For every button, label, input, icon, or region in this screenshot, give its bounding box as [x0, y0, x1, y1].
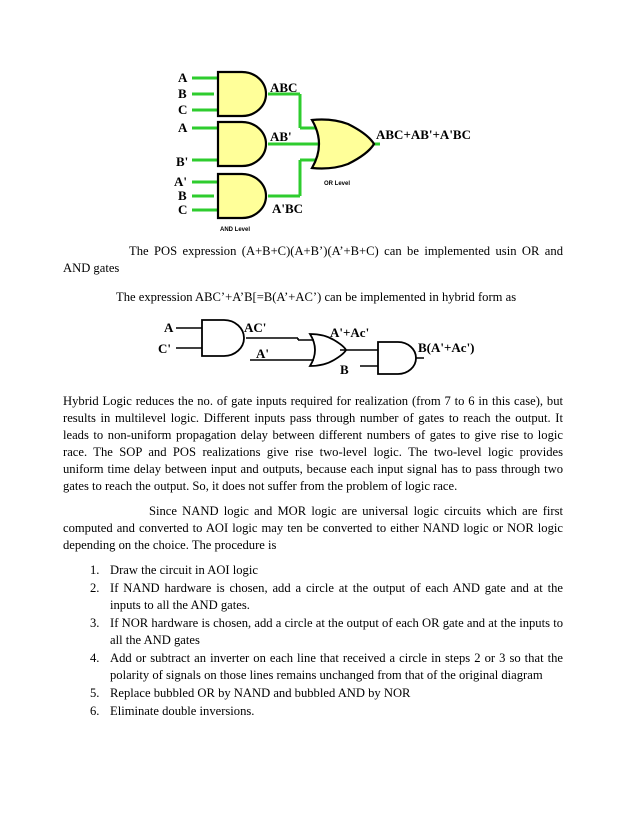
and-or-circuit-diagram [164, 68, 504, 236]
input-label-c: C [178, 102, 188, 117]
pos-paragraph [63, 243, 563, 277]
hybrid-input-c-not: C' [158, 341, 171, 356]
and-output-label-1: ABC [270, 80, 298, 95]
or-gate [312, 120, 374, 169]
hybrid-label-final-out: B(A'+Ac') [418, 340, 475, 355]
input-label-b-2: B [178, 188, 187, 203]
input-label-a-not: A' [174, 174, 187, 189]
step-number: 3. [90, 616, 100, 630]
step-number: 2. [90, 581, 100, 595]
step-text: If NOR hardware is chosen, add a circle at the output of each OR gate and at the inputs to all the AND gates [110, 616, 563, 647]
step-text: Replace bubbled OR by NAND and bubbled AND by NOR [110, 686, 411, 700]
hybrid-label-or-out: A'+Ac' [330, 325, 370, 340]
hybrid-logic-paragraph: Hybrid Logic reduces the no. of gate inputs required for realization (from 7 to 6 in this case), but results in multilevel logic. Different inputs pass through number of gates to reach the output. It leads to non-uniform propagation delay between different numbers of gates to give rise to logic race. The SOP and POS realizations give rise two-level logic. The two-level logic provides uniform time delay between input and outputs, because each input signal has to pass through two gates to reach the output. So, it does not suffer from the problem of logic race. [63, 394, 563, 493]
input-label-b-not: B' [176, 154, 189, 169]
and-output-label-2: AB' [270, 129, 292, 144]
and-gate-3 [218, 174, 266, 218]
nand-nor-paragraph-text: Since NAND logic and MOR logic are universal logic circuits which are first computed and converted to AOI logic may ten be converted to either NAND logic or NOR logic depending on the choice. The procedure is [63, 504, 563, 552]
and-gate-1 [218, 72, 266, 116]
step-number: 5. [90, 686, 100, 700]
input-label-a-2: A [178, 120, 188, 135]
list-item [63, 650, 563, 684]
list-item [63, 562, 563, 579]
step-number: 6. [90, 704, 100, 718]
procedure-steps-list [63, 562, 563, 721]
hybrid-label-a-not: A' [256, 346, 269, 361]
and-gate-2 [218, 122, 266, 166]
input-label-b: B [178, 86, 187, 101]
nand-nor-paragraph [63, 503, 563, 554]
step-number: 1. [90, 563, 100, 577]
list-item [63, 685, 563, 702]
input-label-a: A [178, 70, 188, 85]
expression-paragraph: The expression ABC’+A’B[=B(A’+AC’) can be implemented in hybrid form as [116, 290, 517, 304]
list-item [63, 703, 563, 720]
and-gate [202, 320, 244, 356]
step-text: If NAND hardware is chosen, add a circle at the output of each AND gate and at the inputs to all the AND gates. [110, 581, 563, 612]
and-level-label: AND Level [220, 227, 251, 233]
list-item [63, 580, 563, 614]
or-output-label: ABC+AB'+A'BC [376, 127, 471, 142]
hybrid-circuit-diagram [150, 316, 490, 386]
hybrid-label-ac-not: AC' [244, 320, 267, 335]
and-output-label-3: A'BC [272, 201, 304, 216]
step-text: Add or subtract an inverter on each line that received a circle in steps 2 or 3 so that the polarity of signals on those lines remains unchanged from that of the original diagram [110, 651, 563, 682]
step-text: Draw the circuit in AOI logic [110, 563, 258, 577]
list-item [63, 615, 563, 649]
hybrid-input-a: A [164, 320, 174, 335]
or-level-label: OR Level [324, 181, 351, 187]
hybrid-input-b: B [340, 362, 349, 377]
input-label-c-2: C [178, 202, 188, 217]
step-text: Eliminate double inversions. [110, 704, 255, 718]
step-number: 4. [90, 651, 100, 665]
hybrid-wires [176, 328, 424, 366]
pos-paragraph-text: The POS expression (A+B+C)(A+B’)(A’+B+C) can be implemented usin OR and AND gates [63, 244, 563, 275]
and-gate-final [378, 342, 416, 374]
